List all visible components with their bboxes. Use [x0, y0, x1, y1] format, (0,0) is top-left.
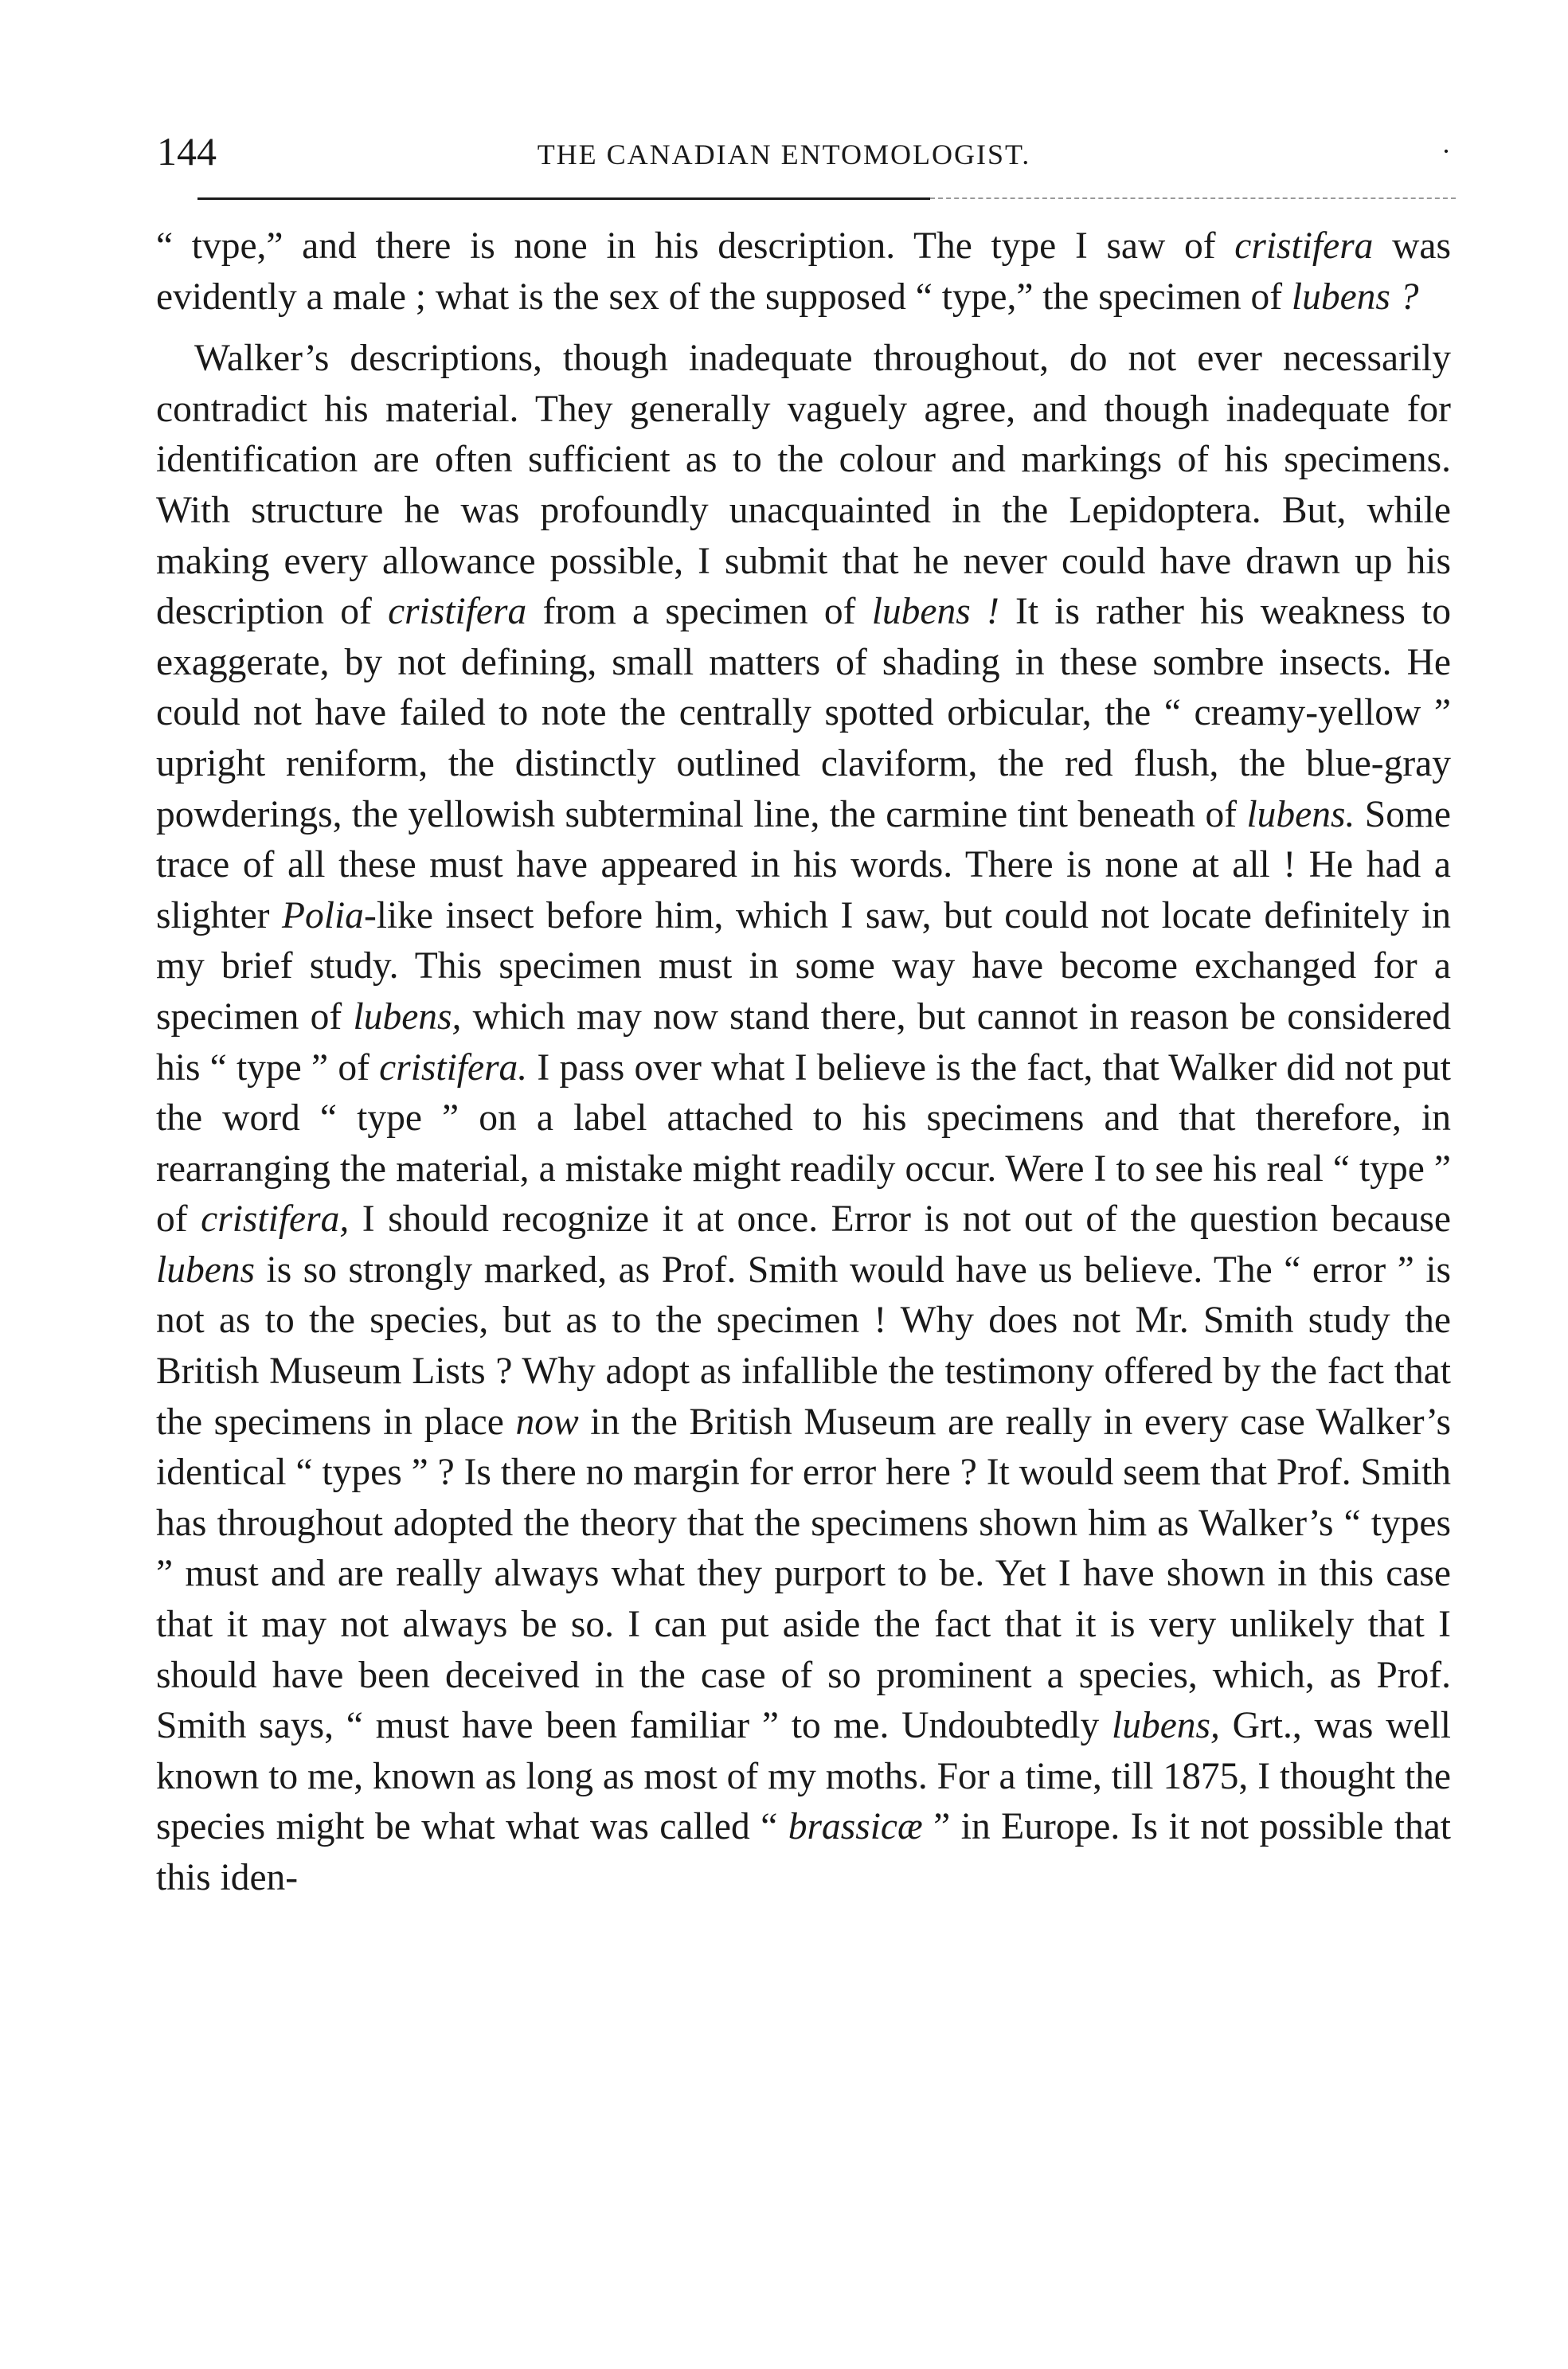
- text-run: I should recognize it at once. Error is not out of the question because: [349, 1198, 1451, 1241]
- text-run: was evidently a male ; what is the sex of the supposed “ type,” the specimen of: [156, 225, 1451, 318]
- italic-term: Polia: [282, 894, 364, 936]
- text-run: It is rather his weakness to exaggerate, by not defining, small matters of shading in these sombre insects. He could not have failed to note the centrally spotted orbicular, the “ creamy-yellow ” upright reniform, the distinctly outlined claviform, the red flush, the blue-gray powderings, the yellowish subterminal line, the carmine tint beneath of: [156, 591, 1451, 835]
- italic-term: lubens !: [871, 591, 999, 633]
- italic-term: lubens,: [353, 995, 462, 1038]
- text-run: Some trace of all these must have appeared in his words. There is none at all ! He had a slighter: [156, 793, 1451, 936]
- text-run: -like insect before him, which I saw, but could not locate definitely in my brief study. This specimen must in some way have become exchanged for a specimen of: [156, 894, 1451, 1038]
- paragraph-2: [156, 334, 1451, 1903]
- italic-term: brassicæ: [788, 1806, 923, 1848]
- italic-term: lubens ?: [1291, 276, 1419, 318]
- text-run: Grt., was well known to me, known as long as most of my moths. For a time, till 1875, I thought the species might be what what was called “: [156, 1705, 1451, 1848]
- paragraph-1: [156, 221, 1451, 323]
- italic-term: cristifera: [1234, 225, 1374, 267]
- italic-term: cristifera,: [201, 1198, 350, 1241]
- body-text: [156, 221, 1451, 1904]
- running-title: THE CANADIAN ENTOMOLOGIST.: [537, 139, 1031, 170]
- text-run: is so strongly marked, as Prof. Smith would have us believe. The “ error ” is not as to the species, but as to the specimen ! Why does not Mr. Smith study the British Museum Lists ? Why adopt as infallible the testimony offered by the fact that the specimens in place: [156, 1249, 1451, 1443]
- text-run: ” in Europe. Is it not possible that this iden-: [156, 1806, 1451, 1898]
- text-run: from a specimen of: [526, 591, 872, 633]
- italic-term: lubens: [156, 1249, 256, 1291]
- italic-term: lubens,: [1112, 1705, 1220, 1747]
- text-run: which may now stand there, but cannot in reason be considered his “ type ” of: [156, 995, 1452, 1089]
- text-run: in the British Museum are really in every case Walker’s identical “ types ” ? Is there no margin for error here ? It would seem that Prof. Smith has throughout adopted the theory that the specimens shown him as Walker’s “ types ” must and are really always what they purport to be. Yet I have shown in this case that it may not always be so. I can put aside the fact that it is very unlikely that I should have been deceived in the case of so prominent a species, which, as Prof. Smith says, “ must have been familiar ” to me. Undoubtedly: [156, 1401, 1451, 1747]
- header-mark: ·: [1441, 135, 1451, 167]
- text-run: “ tvpe,” and there is none in his description. The type I saw of: [156, 225, 1235, 267]
- italic-term: now: [515, 1401, 579, 1443]
- italic-term: lubens.: [1246, 793, 1355, 835]
- italic-term: cristifera.: [379, 1046, 528, 1089]
- header-rule-faint: [930, 197, 1456, 199]
- text-run: I pass over what I believe is the fact, that Walker did not put the word “ type ” on a label attached to his specimens and that therefore, in rearranging the material, a mistake might readily occur. Were I to see his real “ type ” of: [156, 1046, 1451, 1241]
- header-rule: [197, 197, 930, 200]
- italic-term: cristifera: [388, 591, 527, 633]
- page-number: 144: [157, 129, 217, 174]
- page-header: [0, 127, 1568, 175]
- text-run: Walker’s descriptions, though inadequate throughout, do not ever necessarily contradict his material. They generally vaguely agree, and though inadequate for identification are often sufficient as to the colour and markings of his specimens. With structure he was profoundly unacquainted in the Lepidoptera. But, while making every allowance possible, I submit that he never could have drawn up his description of: [156, 338, 1451, 633]
